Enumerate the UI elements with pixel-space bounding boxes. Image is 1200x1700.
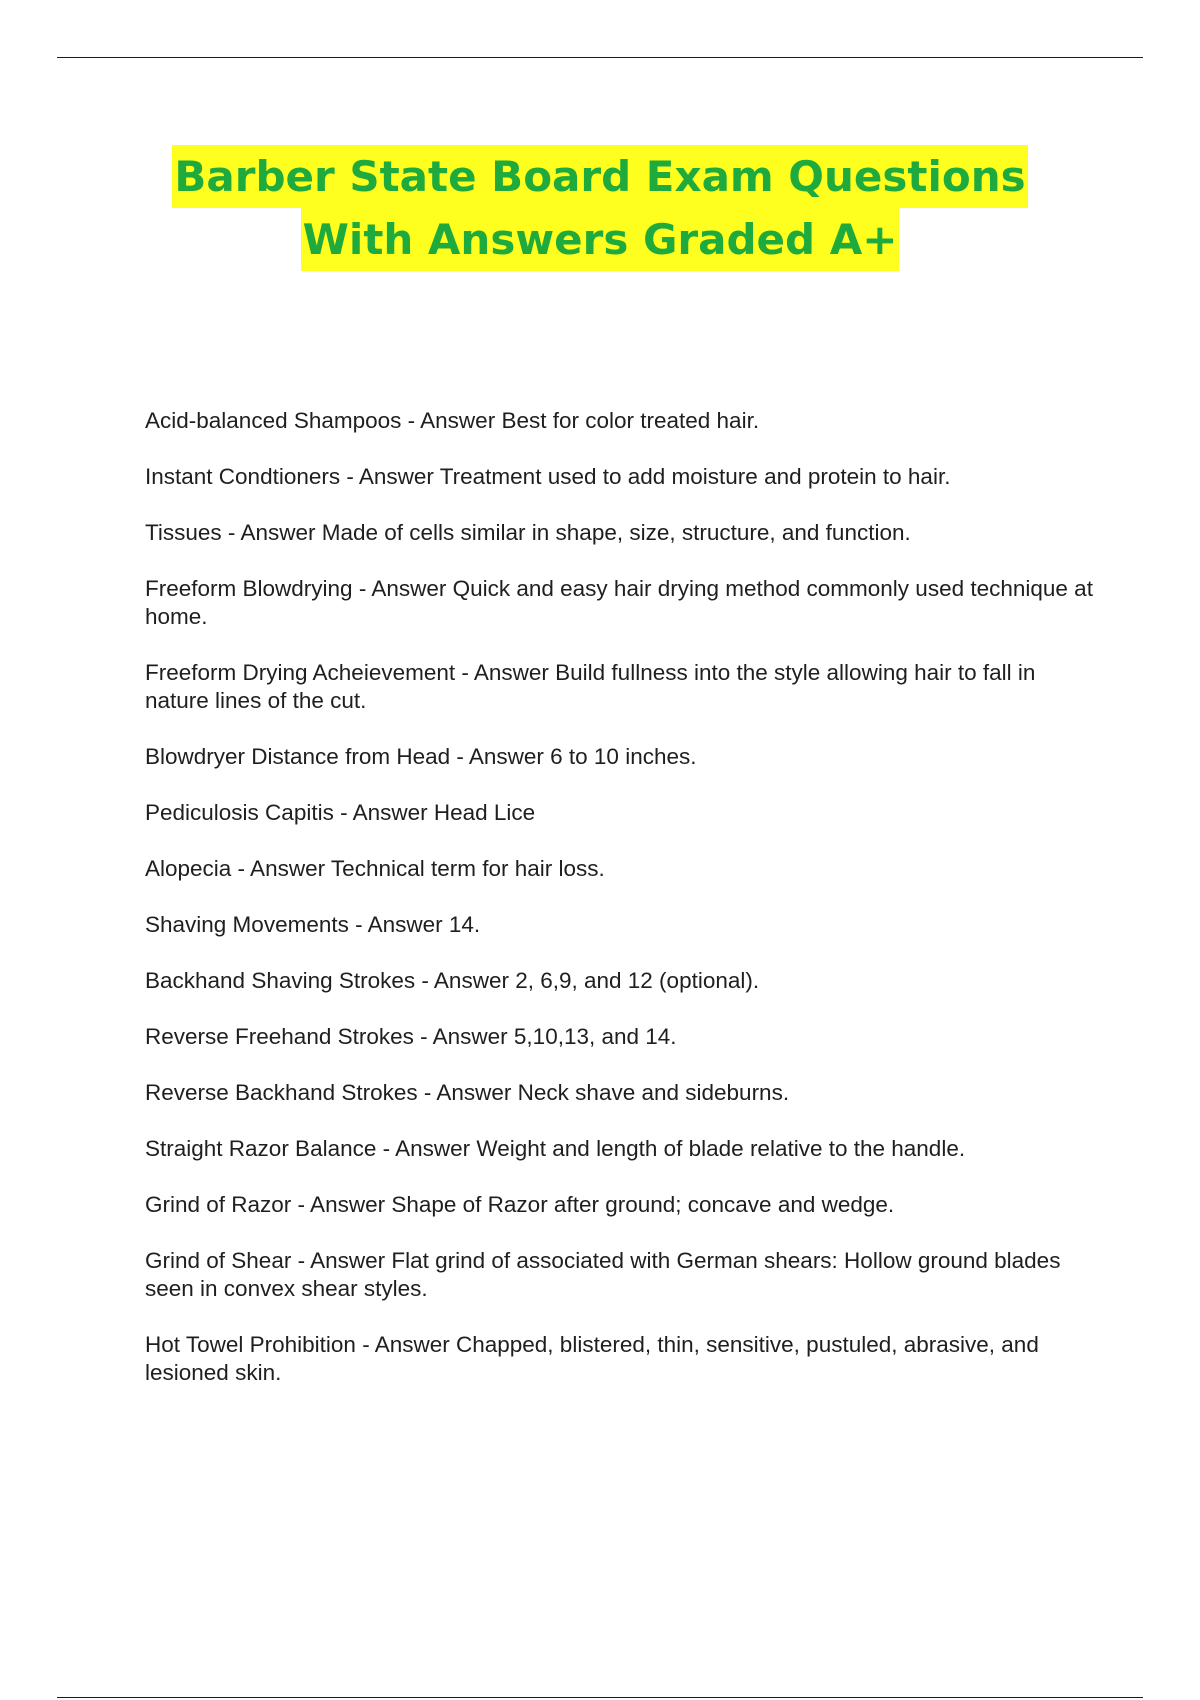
list-item: Pediculosis Capitis - Answer Head Lice (145, 800, 536, 825)
list-item: Reverse Freehand Strokes - Answer 5,10,13, and 14. (145, 1024, 677, 1049)
bottom-rule (57, 1697, 1143, 1698)
list-item: Straight Razor Balance - Answer Weight and length of blade relative to the handle. (145, 1136, 966, 1161)
list-item: Acid-balanced Shampoos - Answer Best for color treated hair. (145, 408, 760, 433)
title-line-1: Barber State Board Exam Questions (172, 145, 1027, 208)
list-item: Grind of Shear - Answer Flat grind of associated with German shears: Hollow ground blades seen in convex shear styles. (145, 1248, 1061, 1301)
document-title (0, 145, 1200, 271)
list-item: Alopecia - Answer Technical term for hair loss. (145, 856, 605, 881)
list-item: Blowdryer Distance from Head - Answer 6 to 10 inches. (145, 744, 697, 769)
list-item: Tissues - Answer Made of cells similar in shape, size, structure, and function. (145, 520, 911, 545)
list-item: Backhand Shaving Strokes - Answer 2, 6,9, and 12 (optional). (145, 968, 760, 993)
top-rule (57, 57, 1143, 58)
list-item: Instant Condtioners - Answer Treatment used to add moisture and protein to hair. (145, 464, 951, 489)
list-item: Freeform Drying Acheievement - Answer Build fullness into the style allowing hair to fall in nature lines of the cut. (145, 660, 1036, 713)
list-item: Shaving Movements - Answer 14. (145, 912, 481, 937)
title-line-2: With Answers Graded A+ (301, 208, 900, 271)
list-item: Hot Towel Prohibition - Answer Chapped, blistered, thin, sensitive, pustuled, abrasive, and lesioned skin. (145, 1332, 1039, 1385)
list-item: Grind of Razor - Answer Shape of Razor after ground; concave and wedge. (145, 1192, 895, 1217)
qa-list (145, 407, 1095, 1415)
list-item: Freeform Blowdrying - Answer Quick and easy hair drying method commonly used technique at home. (145, 576, 1093, 629)
list-item: Reverse Backhand Strokes - Answer Neck shave and sideburns. (145, 1080, 790, 1105)
